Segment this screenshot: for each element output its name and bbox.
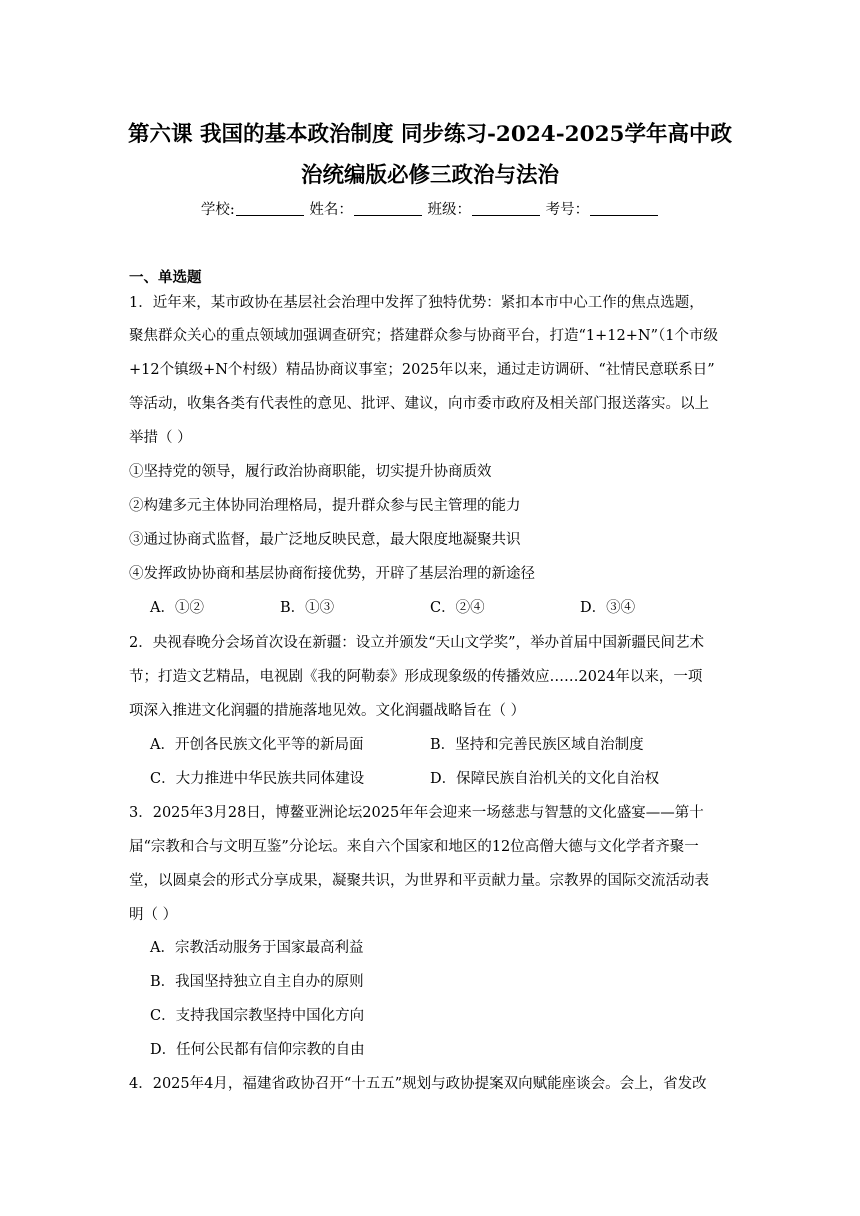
q1-option-c[interactable]: C．②④	[430, 600, 485, 616]
section-title: 一、单选题	[129, 269, 202, 286]
q2-option-b[interactable]: B．坚持和完善民族区域自治制度	[430, 737, 644, 753]
q3-line: 堂，以圆桌会的形式分享成果，凝聚共识，为世界和平贡献力量。宗教界的国际交流活动表	[129, 873, 709, 889]
q2-line: 节；打造文艺精品，电视剧《我的阿勒泰》形成现象级的传播效应……2024年以来，一项	[129, 669, 703, 685]
q1-line: 1．近年来，某市政协在基层社会治理中发挥了独特优势：紧扣本市中心工作的焦点选题，	[129, 295, 704, 311]
name-blank[interactable]	[354, 201, 422, 216]
q1-option-d[interactable]: D．③④	[580, 600, 636, 616]
q3-line: 明（ ）	[129, 907, 178, 923]
q2-option-a[interactable]: A．开创各民族文化平等的新局面	[150, 737, 364, 753]
q3-option-b[interactable]: B．我国坚持独立自主自办的原则	[150, 974, 364, 990]
q2-option-d[interactable]: D．保障民族自治机关的文化自治权	[430, 771, 660, 787]
q4-line: 4．2025年4月，福建省政协召开“十五五”规划与政协提案双向赋能座谈会。会上，省发改	[129, 1076, 707, 1092]
q2-line: 2．央视春晚分会场首次设在新疆：设立并颁发“天山文学奖”，举办首届中国新疆民间艺术	[129, 635, 705, 651]
q1-statement: ③通过协商式监督，最广泛地反映民意，最大限度地凝聚共识	[129, 532, 521, 548]
exam-number-blank[interactable]	[590, 201, 658, 216]
school-label: 学校:	[200, 202, 235, 218]
q1-option-b[interactable]: B．①③	[280, 600, 335, 616]
school-blank[interactable]	[236, 201, 304, 216]
class-blank[interactable]	[472, 201, 540, 216]
exam-number-label: 考号：	[545, 202, 590, 218]
q1-statement: ②构建多元主体协同治理格局，提升群众参与民主管理的能力	[129, 498, 521, 514]
q1-line: +12个镇级+N个村级）精品协商议事室；2025年以来，通过走访调研、“社情民意联系日”	[129, 362, 715, 378]
q2-line: 项深入推进文化润疆的措施落地见效。文化润疆战略旨在（ ）	[129, 703, 526, 719]
title-line-2: 治统编版必修三政治与法治	[300, 163, 559, 188]
q3-option-d[interactable]: D．任何公民都有信仰宗教的自由	[150, 1042, 365, 1058]
class-label: 班级：	[427, 202, 471, 218]
q1-line: 举措（ ）	[129, 430, 192, 446]
q3-line: 3．2025年3月28日，博鳌亚洲论坛2025年年会迎来一场慈悲与智慧的文化盛宴——第十	[129, 805, 704, 821]
student-info	[0, 198, 860, 219]
q1-option-a[interactable]: A．①②	[150, 600, 204, 616]
q3-option-a[interactable]: A．宗教活动服务于国家最高利益	[150, 940, 364, 956]
q1-statement: ①坚持党的领导，履行政治协商职能，切实提升协商质效	[129, 464, 492, 480]
q3-option-c[interactable]: C．支持我国宗教坚持中国化方向	[150, 1008, 365, 1024]
q1-line: 聚焦群众关心的重点领域加强调查研究；搭建群众参与协商平台，打造“1+12+N”（1个市级	[129, 328, 718, 344]
title-line-1: 第六课 我国的基本政治制度 同步练习-2024-2025学年高中政	[128, 122, 732, 147]
q2-option-c[interactable]: C．大力推进中华民族共同体建设	[150, 771, 365, 787]
q1-line: 等活动，收集各类有代表性的意见、批评、建议，向市委市政府及相关部门报送落实。以上	[129, 396, 709, 412]
q3-line: 届“宗教和合与文明互鉴”分论坛。来自六个国家和地区的12位高僧大德与文化学者齐聚一	[129, 839, 699, 855]
name-label: 姓名：	[309, 202, 353, 218]
q1-statement: ④发挥政协协商和基层协商衔接优势，开辟了基层治理的新途径	[129, 566, 535, 582]
